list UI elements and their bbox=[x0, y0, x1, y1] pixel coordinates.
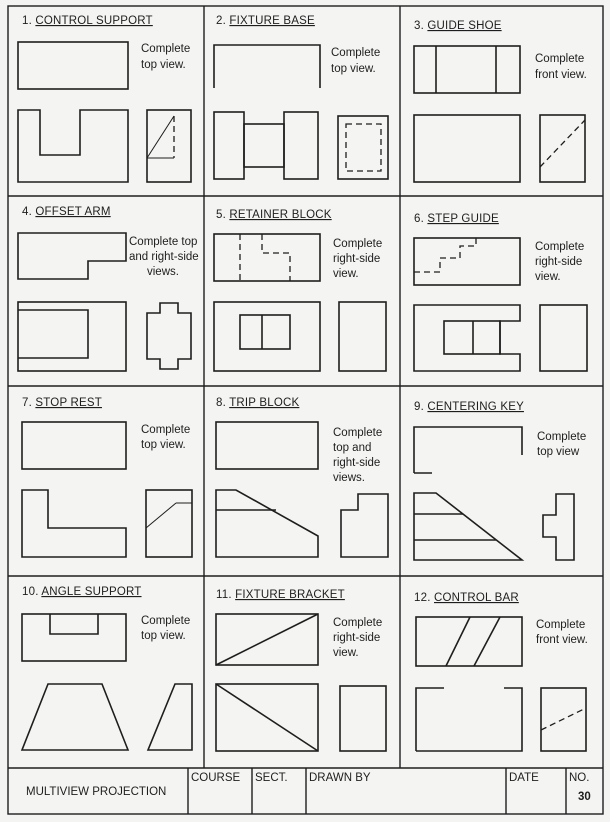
svg-text:10. ANGLE SUPPORT: 10. ANGLE SUPPORT bbox=[22, 586, 142, 598]
instruction: Complete top view. bbox=[141, 43, 191, 71]
instruction: Complete top view. bbox=[331, 47, 381, 75]
instruction: Complete front view. bbox=[535, 53, 587, 81]
problem-title: CONTROL SUPPORT bbox=[35, 15, 153, 27]
instruction: Complete top and right-side views. bbox=[129, 236, 199, 278]
sheet-number: 30 bbox=[578, 791, 591, 803]
instruction: Complete right-side view. bbox=[333, 617, 383, 659]
instruction: Complete right-side view. bbox=[535, 241, 585, 283]
instruction: Complete top view bbox=[537, 431, 587, 458]
svg-text:1. CONTROL SUPPORT bbox=[22, 15, 153, 27]
svg-text:12. CONTROL BAR: 12. CONTROL BAR bbox=[414, 592, 519, 604]
drawn-by-label: DRAWN BY bbox=[309, 772, 371, 784]
sect-label: SECT. bbox=[255, 772, 288, 784]
svg-text:8. TRIP BLOCK: 8. TRIP BLOCK bbox=[216, 397, 300, 409]
instruction: Complete top view. bbox=[141, 424, 191, 451]
svg-text:4. OFFSET ARM: 4. OFFSET ARM bbox=[22, 206, 111, 218]
instruction: Complete top and right-side views. bbox=[333, 427, 383, 484]
problem-number: 1. bbox=[22, 15, 32, 27]
instruction: Complete top view. bbox=[141, 615, 191, 642]
svg-text:2. FIXTURE BASE: 2. FIXTURE BASE bbox=[216, 15, 315, 27]
sheet-title: MULTIVIEW PROJECTION bbox=[26, 786, 167, 798]
svg-text:6. STEP GUIDE: 6. STEP GUIDE bbox=[414, 213, 499, 225]
date-label: DATE bbox=[509, 772, 539, 784]
course-label: COURSE bbox=[191, 772, 241, 784]
svg-text:11. FIXTURE BRACKET: 11. FIXTURE BRACKET bbox=[216, 589, 345, 601]
svg-text:9. CENTERING KEY: 9. CENTERING KEY bbox=[414, 401, 524, 413]
sheet-number-label: NO. bbox=[569, 772, 590, 784]
svg-text:7. STOP REST: 7. STOP REST bbox=[22, 397, 102, 409]
instruction: Complete right-side view. bbox=[333, 238, 383, 280]
svg-text:5. RETAINER BLOCK: 5. RETAINER BLOCK bbox=[216, 209, 332, 221]
instruction: Complete front view. bbox=[536, 619, 588, 646]
svg-text:3. GUIDE SHOE: 3. GUIDE SHOE bbox=[414, 20, 502, 32]
